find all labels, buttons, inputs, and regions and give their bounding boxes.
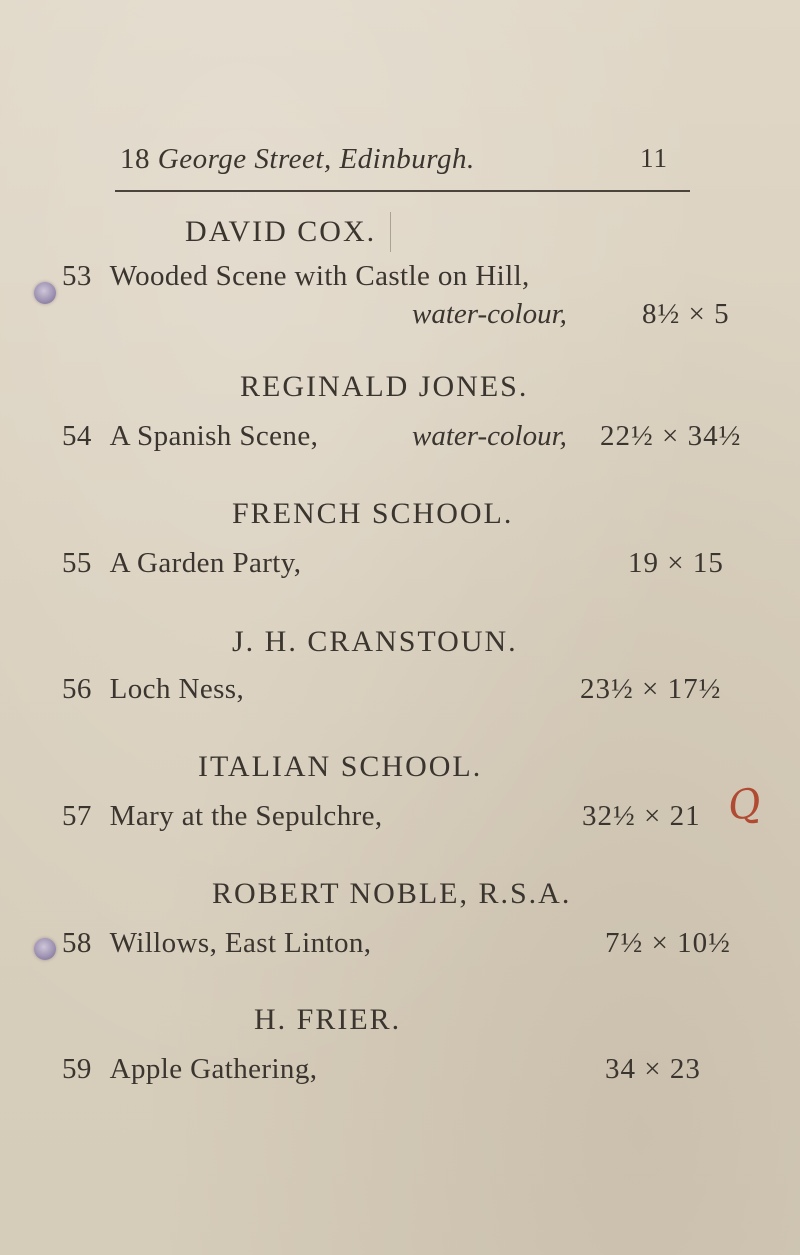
page-crease xyxy=(390,212,391,252)
artist-heading: FRENCH SCHOOL. xyxy=(232,497,514,530)
lot-number: 55 xyxy=(62,547,92,579)
lot-title: Willows, East Linton, xyxy=(109,927,372,959)
artist-heading: J. H. CRANSTOUN. xyxy=(232,625,518,658)
lot-number: 56 xyxy=(62,673,92,705)
catalogue-entry xyxy=(62,673,244,706)
running-title xyxy=(120,143,475,176)
lot-dimensions: 23½ × 17½ xyxy=(580,673,722,705)
running-title-number: 18 xyxy=(120,143,150,175)
punch-hole-bottom xyxy=(34,938,56,960)
catalogue-entry xyxy=(62,1053,317,1086)
artist-heading: ROBERT NOBLE, R.S.A. xyxy=(212,877,572,910)
lot-number: 53 xyxy=(62,260,92,292)
lot-number: 54 xyxy=(62,420,92,452)
pencil-annotation: Q xyxy=(724,779,764,831)
artist-heading: REGINALD JONES. xyxy=(240,370,529,403)
catalogue-entry xyxy=(62,547,301,580)
catalogue-entry xyxy=(62,800,383,833)
lot-medium: water-colour, xyxy=(412,298,567,330)
lot-dimensions: 19 × 15 xyxy=(628,547,724,579)
catalogue-entry xyxy=(62,927,371,960)
catalogue-entry xyxy=(62,260,530,293)
punch-hole-top xyxy=(34,282,56,304)
lot-title: A Garden Party, xyxy=(109,547,302,579)
lot-title: A Spanish Scene, xyxy=(109,420,319,452)
lot-number: 59 xyxy=(62,1053,92,1085)
lot-title: Mary at the Sepulchre, xyxy=(109,800,383,832)
lot-title: Apple Gathering, xyxy=(109,1053,318,1085)
lot-dimensions: 8½ × 5 xyxy=(642,298,730,330)
header-rule xyxy=(115,190,690,192)
lot-dimensions: 34 × 23 xyxy=(605,1053,701,1085)
lot-title: Loch Ness, xyxy=(109,673,245,705)
lot-number: 58 xyxy=(62,927,92,959)
lot-medium: water-colour, xyxy=(412,420,567,452)
lot-dimensions: 7½ × 10½ xyxy=(605,927,731,959)
lot-title: Wooded Scene with Castle on Hill, xyxy=(109,260,530,292)
catalogue-entry xyxy=(62,420,318,453)
artist-heading: H. FRIER. xyxy=(254,1003,402,1036)
lot-dimensions: 32½ × 21 xyxy=(582,800,701,832)
artist-heading: ITALIAN SCHOOL. xyxy=(198,750,483,783)
lot-dimensions: 22½ × 34½ xyxy=(600,420,742,452)
artist-heading: DAVID COX. xyxy=(185,215,377,248)
page-header xyxy=(120,143,680,177)
running-title-text: George Street, Edinburgh. xyxy=(157,143,475,175)
lot-number: 57 xyxy=(62,800,92,832)
page-number: 11 xyxy=(640,143,668,173)
